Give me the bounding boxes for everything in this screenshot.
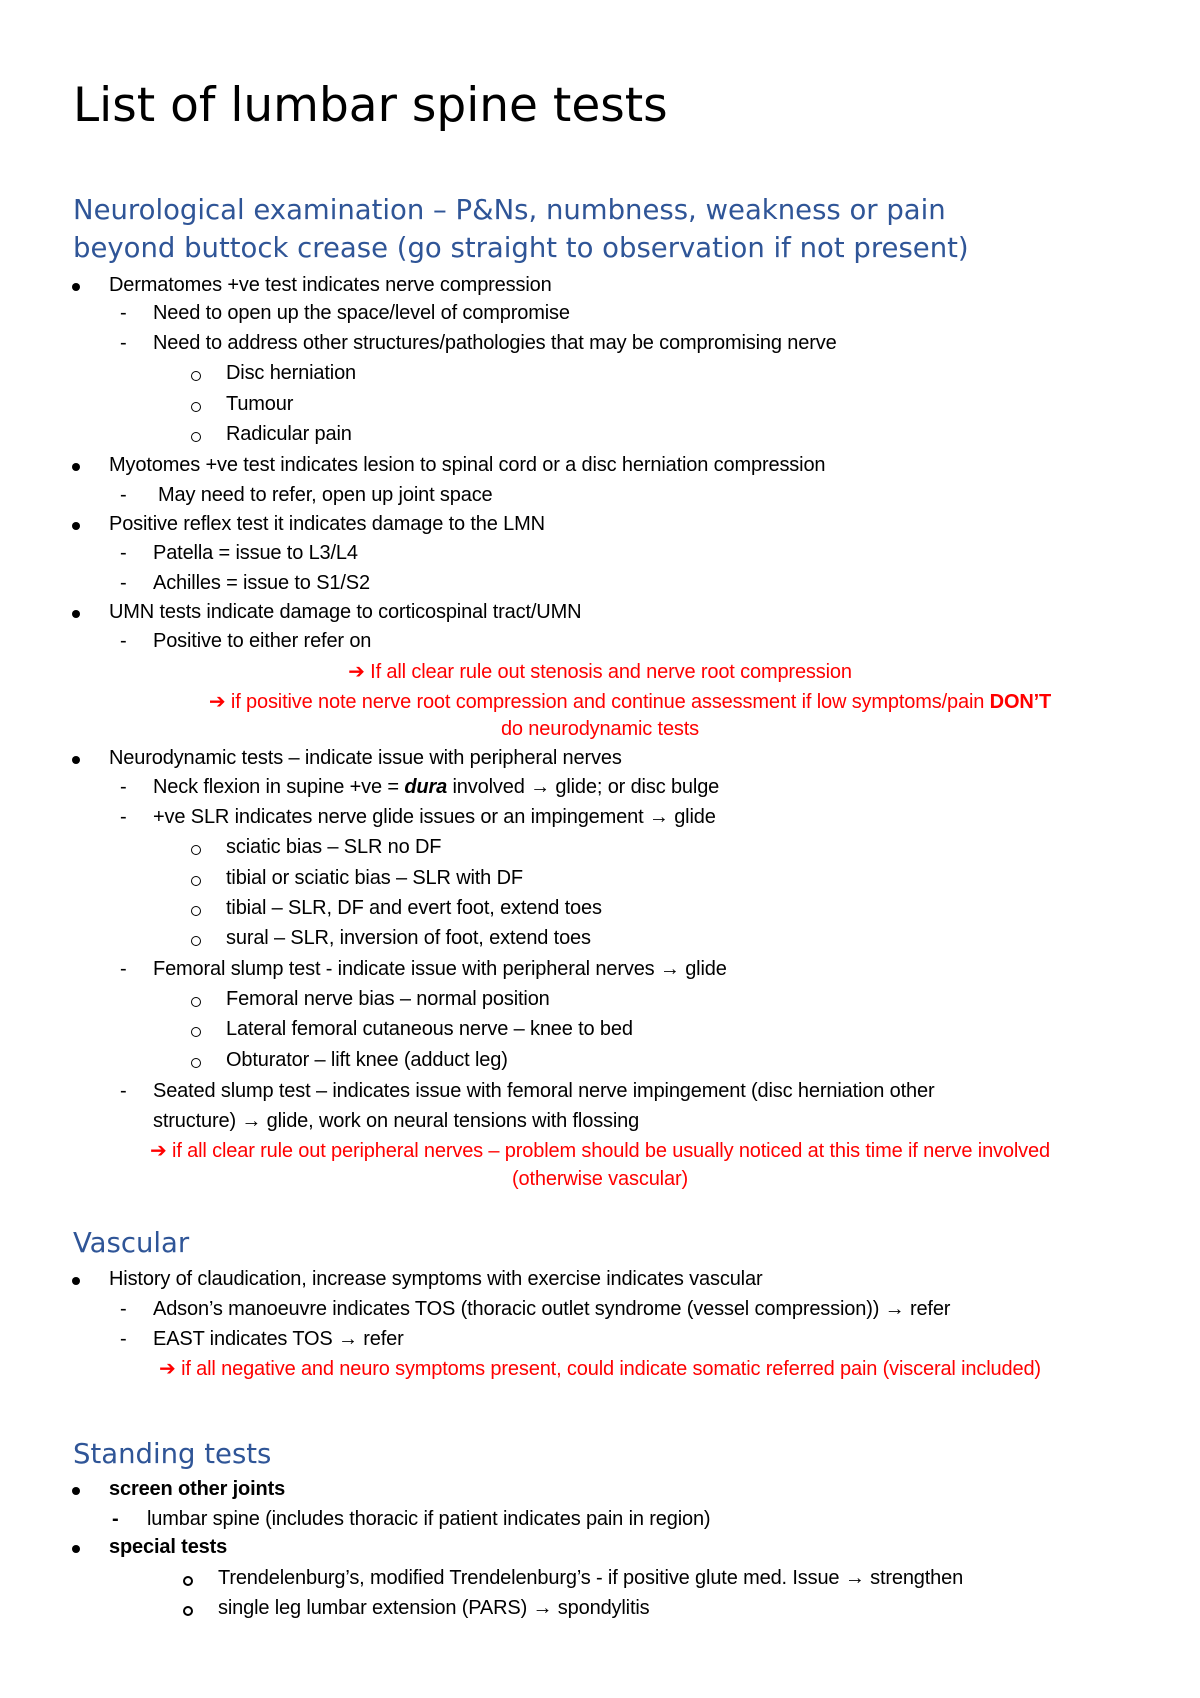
bullet-icon [72, 522, 80, 530]
dash-marker: - [112, 1508, 119, 1530]
list-item-neurodynamic: Neurodynamic tests – indicate issue with peripheral nerves [109, 747, 622, 769]
sub-sub-item-obturator: Obturator – lift knee (adduct leg) [226, 1049, 508, 1071]
section-heading-neurological-line2: beyond buttock crease (go straight to observation if not present) [73, 232, 969, 264]
sub-item-east: EAST indicates TOS → refer [153, 1328, 404, 1350]
dash-marker: - [120, 484, 127, 506]
arrow-right-icon: → [241, 1110, 262, 1132]
sub-sub-item-single-leg-extension: single leg lumbar extension (PARS) → spondylitis [218, 1597, 650, 1619]
note-somatic-referred-pain: ➔ if all negative and neuro symptoms present, could indicate somatic referred pain (visceral included) [159, 1356, 1041, 1380]
dash-marker: - [120, 572, 127, 594]
bullet-icon [72, 1487, 80, 1495]
sub-item-address-structures: Need to address other structures/pathologies that may be compromising nerve [153, 332, 837, 354]
note-rule-out-stenosis: ➔ If all clear rule out stenosis and nerve root compression [348, 659, 852, 683]
note-neurodynamic-line2: do neurodynamic tests [500, 718, 700, 740]
list-item-reflex: Positive reflex test it indicates damage to the LMN [109, 513, 545, 535]
circle-bullet-icon [191, 845, 201, 855]
sub-item-seated-slump-line2: structure) → glide, work on neural tensions with flossing [153, 1110, 640, 1132]
note-rule-out-peripheral-line2: (otherwise vascular) [512, 1168, 688, 1190]
circle-bullet-icon [191, 876, 201, 886]
sub-sub-item-lateral-femoral: Lateral femoral cutaneous nerve – knee to bed [226, 1018, 633, 1040]
circle-bullet-icon [191, 371, 201, 381]
section-heading-vascular: Vascular [73, 1227, 190, 1259]
dash-marker: - [120, 630, 127, 652]
sub-item-adson: Adson’s manoeuvre indicates TOS (thoracic outlet syndrome (vessel compression)) → refer [153, 1298, 951, 1320]
bullet-icon [72, 610, 80, 618]
arrow-right-icon: → [648, 806, 669, 828]
dash-marker: - [120, 302, 127, 324]
page-title: List of lumbar spine tests [73, 78, 668, 133]
dash-marker: - [120, 1080, 127, 1102]
dash-marker: - [120, 1328, 127, 1350]
arrow-right-icon: ➔ [348, 659, 365, 683]
list-item-dermatomes: Dermatomes +ve test indicates nerve compression [109, 274, 552, 296]
sub-sub-item-trendelenburg: Trendelenburg’s, modified Trendelenburg’s - if positive glute med. Issue → strengthen [218, 1567, 964, 1589]
circle-bullet-icon [191, 432, 201, 442]
arrow-right-icon: ➔ [150, 1138, 167, 1162]
circle-bullet-icon [191, 936, 201, 946]
sub-item-open-space: Need to open up the space/level of compromise [153, 302, 570, 324]
dash-marker: - [120, 958, 127, 980]
sub-sub-item-sural: sural – SLR, inversion of foot, extend toes [226, 927, 591, 949]
sub-sub-item-disc-herniation: Disc herniation [226, 362, 357, 384]
list-item-screen-other-joints: screen other joints [109, 1478, 286, 1500]
dash-marker: - [120, 542, 127, 564]
arrow-right-icon: ➔ [208, 689, 226, 713]
sub-sub-item-femoral-nerve-bias: Femoral nerve bias – normal position [226, 988, 550, 1010]
sub-sub-item-tibial: tibial – SLR, DF and evert foot, extend toes [226, 897, 602, 919]
arrow-right-icon: → [532, 1597, 553, 1619]
dash-marker: - [120, 1298, 127, 1320]
list-item-claudication: History of claudication, increase symptoms with exercise indicates vascular [109, 1268, 763, 1290]
sub-sub-item-radicular-pain: Radicular pain [226, 423, 352, 445]
bullet-icon [72, 1277, 80, 1285]
section-heading-neurological-line1: Neurological examination – P&Ns, numbness, weakness or pain [73, 194, 946, 226]
sub-item-femoral-slump: Femoral slump test - indicate issue with peripheral nerves → glide [153, 958, 727, 980]
section-heading-standing-tests: Standing tests [73, 1438, 272, 1470]
sub-item-achilles: Achilles = issue to S1/S2 [153, 572, 370, 594]
sub-item-neck-flexion: Neck flexion in supine +ve = dura involved → glide; or disc bulge [153, 776, 720, 798]
sub-sub-item-sciatic-bias: sciatic bias – SLR no DF [226, 836, 442, 858]
arrow-right-icon: → [659, 958, 680, 980]
circle-bullet-icon [183, 1606, 193, 1616]
sub-item-patella: Patella = issue to L3/L4 [153, 542, 358, 564]
circle-bullet-icon [191, 1058, 201, 1068]
list-item-myotomes: Myotomes +ve test indicates lesion to spinal cord or a disc herniation compression [109, 454, 826, 476]
sub-item-lumbar-spine: lumbar spine (includes thoracic if patient indicates pain in region) [147, 1508, 711, 1530]
bullet-icon [72, 1545, 80, 1553]
list-item-umn: UMN tests indicate damage to corticospinal tract/UMN [109, 601, 582, 623]
dash-marker: - [120, 806, 127, 828]
circle-bullet-icon [183, 1576, 193, 1586]
circle-bullet-icon [191, 402, 201, 412]
arrow-right-icon: → [884, 1298, 905, 1320]
sub-item-slr: +ve SLR indicates nerve glide issues or an impingement → glide [153, 806, 716, 828]
circle-bullet-icon [191, 906, 201, 916]
sub-sub-item-tumour: Tumour [226, 393, 294, 415]
arrow-right-icon: → [338, 1328, 358, 1350]
sub-item-refer-on: Positive to either refer on [153, 630, 372, 652]
dash-marker: - [120, 776, 127, 798]
note-positive-nerve-root: ➔ if positive note nerve root compression and continue assessment if low symptoms/pain DON’T [208, 689, 1052, 713]
circle-bullet-icon [191, 997, 201, 1007]
arrow-right-icon: ➔ [159, 1356, 176, 1380]
bullet-icon [72, 283, 80, 291]
dash-marker: - [120, 332, 127, 354]
sub-sub-item-tibial-sciatic: tibial or sciatic bias – SLR with DF [226, 867, 523, 889]
bullet-icon [72, 756, 80, 764]
list-item-special-tests: special tests [109, 1536, 228, 1558]
note-rule-out-peripheral-line1: ➔ if all clear rule out peripheral nerves – problem should be usually noticed at this time if nerve involved [150, 1138, 1050, 1162]
sub-item-seated-slump-line1: Seated slump test – indicates issue with femoral nerve impingement (disc herniation other [153, 1080, 935, 1102]
circle-bullet-icon [191, 1027, 201, 1037]
sub-item-may-refer: May need to refer, open up joint space [158, 484, 493, 506]
bullet-icon [72, 463, 80, 471]
arrow-right-icon: → [530, 776, 550, 798]
arrow-right-icon: → [844, 1567, 865, 1589]
